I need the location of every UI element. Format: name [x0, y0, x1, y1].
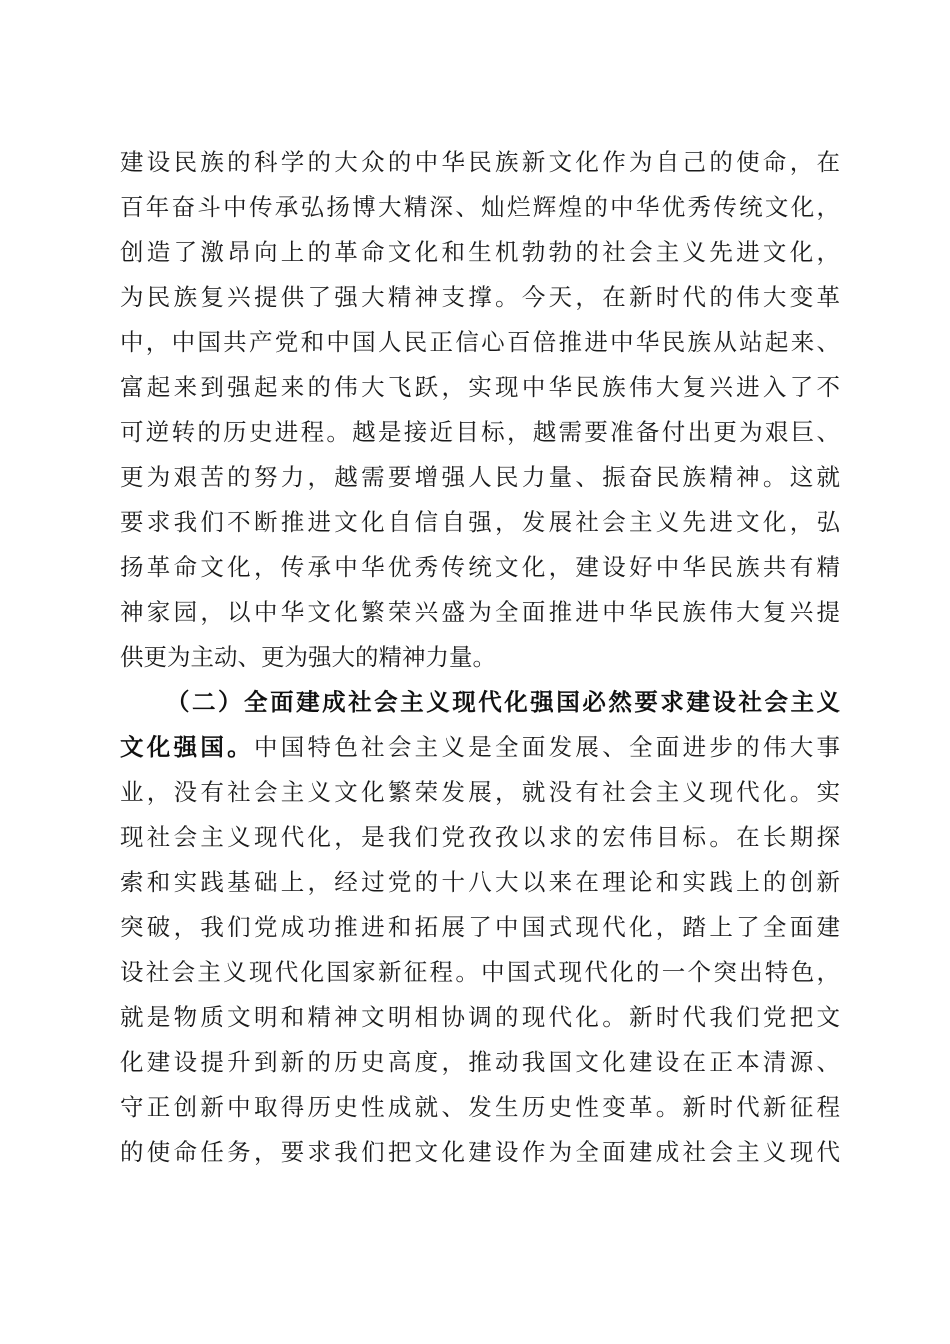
text-line: 就是物质文明和精神文明相协调的现代化。新时代我们党把文 [120, 1003, 840, 1031]
text-line: 神家园，以中华文化繁荣兴盛为全面推进中华民族伟大复兴提 [120, 598, 840, 626]
text-line: 业，没有社会主义文化繁荣发展，就没有社会主义现代化。实 [120, 778, 840, 806]
text-line: 富起来到强起来的伟大飞跃，实现中华民族伟大复兴进入了不 [120, 373, 840, 401]
section-heading-end: 文化强国。 [120, 733, 254, 761]
text-line: 中，中国共产党和中国人民正信心百倍推进中华民族从站起来、 [120, 328, 840, 356]
text-line: 守正创新中取得历史性成就、发生历史性变革。新时代新征程 [120, 1093, 840, 1121]
text-line: 扬革命文化，传承中华优秀传统文化，建设好中华民族共有精 [120, 553, 840, 581]
text-line: 百年奋斗中传承弘扬博大精深、灿烂辉煌的中华优秀传统文化， [120, 193, 840, 221]
text-line: 突破，我们党成功推进和拓展了中国式现代化，踏上了全面建 [120, 913, 840, 941]
text-line: 可逆转的历史进程。越是接近目标，越需要准备付出更为艰巨、 [120, 418, 840, 446]
paragraph-1 [120, 140, 840, 680]
text-line: 为民族复兴提供了强大精神支撑。今天，在新时代的伟大变革 [120, 283, 840, 311]
text-line [120, 725, 840, 770]
text-line: 索和实践基础上，经过党的十八大以来在理论和实践上的创新 [120, 868, 840, 896]
text-line: 建设民族的科学的大众的中华民族新文化作为自己的使命，在 [120, 148, 840, 176]
text-line-rest: 中国特色社会主义是全面发展、全面进步的伟大事 [253, 733, 841, 761]
paragraph-2 [120, 680, 840, 1175]
text-line: 要求我们不断推进文化自信自强，发展社会主义先进文化，弘 [120, 508, 840, 536]
text-line: 创造了激昂向上的革命文化和生机勃勃的社会主义先进文化， [120, 238, 840, 266]
text-line: 设社会主义现代化国家新征程。中国式现代化的一个突出特色， [120, 958, 840, 986]
text-line: 更为艰苦的努力，越需要增强人民力量、振奋民族精神。这就 [120, 463, 840, 491]
section-heading-line: （二）全面建成社会主义现代化强国必然要求建设社会主义 [166, 688, 840, 716]
text-line: 供更为主动、更为强大的精神力量。 [120, 643, 496, 671]
text-line: 的使命任务，要求我们把文化建设作为全面建成社会主义现代 [120, 1138, 840, 1166]
body-text [120, 140, 840, 1175]
text-line: 现社会主义现代化，是我们党孜孜以求的宏伟目标。在长期探 [120, 823, 840, 851]
text-line: 化建设提升到新的历史高度，推动我国文化建设在正本清源、 [120, 1048, 840, 1076]
